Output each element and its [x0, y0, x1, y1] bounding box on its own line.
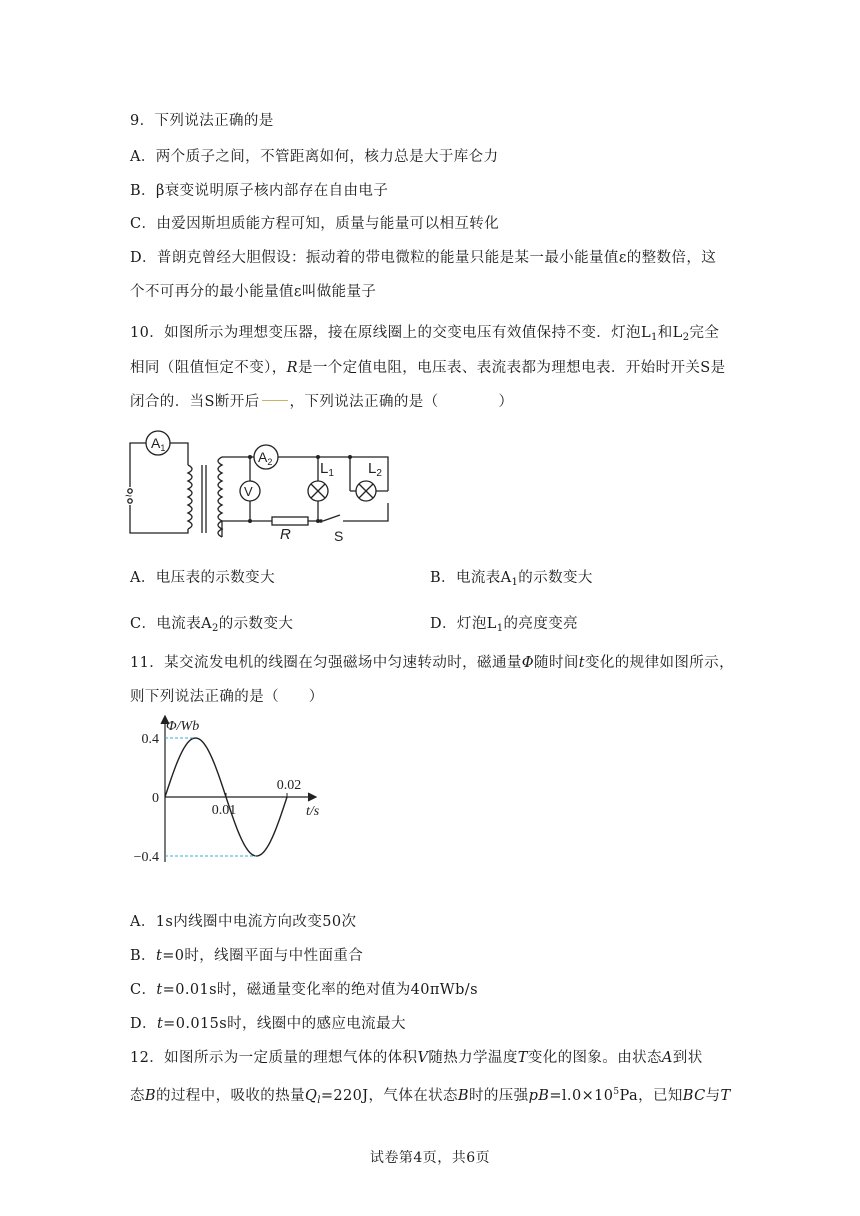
- q11-option-a: A．1s内线圈中电流方向改变50次: [130, 914, 357, 930]
- x-axis-label: t/s: [306, 804, 320, 819]
- switch-s-label: S: [334, 528, 344, 544]
- q9-option-d: D．普朗克曾经大胆假设：振动着的带电微粒的能量只能是某一最小能量值ε的整数倍，这: [130, 250, 717, 266]
- voltmeter-label: V: [244, 484, 253, 499]
- q9-stem: 9．下列说法正确的是: [130, 113, 274, 129]
- q11-stem-line1: 11．某交流发电机的线圈在匀强磁场中匀速转动时，磁通量Φ随时间t变化的规律如图所示，: [130, 655, 734, 671]
- y-tick-label-max: 0.4: [141, 732, 159, 747]
- y-tick-label-min: −0.4: [133, 850, 159, 865]
- q11-option-c: C．t=0.01s时，磁通量变化率的绝对值为40πWb/s: [130, 982, 478, 998]
- q12-stem-line2: 态B的过程中，吸收的热量$Q_l=220J$，气体在状态B时的压强$pB=l.0\times 10^5Pa$，已知BC与T: [130, 1087, 731, 1106]
- q11-option-b: B．t=0时，线圈平面与中性面重合: [130, 948, 364, 964]
- q10-option-c: C．电流表$A_2$的示数变大: [130, 616, 294, 634]
- y-axis-label: Φ/Wb: [166, 719, 200, 734]
- page-footer: 试卷第4页，共6页: [369, 1150, 491, 1166]
- q10-option-d: D．灯泡$L_1$的亮度变亮: [430, 616, 579, 634]
- q9-option-c: C．由爱因斯坦质能方程可知，质量与能量可以相互转化: [130, 216, 500, 232]
- q10-stem-line1: 10．如图所示为理想变压器，接在原线圈上的交变电压有效值保持不变．灯泡$L_1$和$L_2$完全: [130, 325, 720, 343]
- ammeter-a1-label: $A_1$: [151, 435, 166, 453]
- transformer-circuit-diagram: [118, 425, 398, 545]
- y-tick-label-zero: 0: [152, 791, 159, 806]
- ammeter-a2-label: $A_2$: [258, 449, 273, 467]
- resistor-r-label: R: [280, 526, 291, 543]
- q9-option-b: B．β衰变说明原子核内部存在自由电子: [130, 183, 389, 199]
- lamp-l2-label: $L_2$: [368, 460, 382, 479]
- q12-stem-line1: 12．如图所示为一定质量的理想气体的体积V随热力学温度T变化的图象。由状态A到状: [130, 1050, 703, 1066]
- lamp-l1-label: $L_1$: [320, 460, 334, 479]
- q9-option-a: A．两个质子之间，不管距离如何，核力总是大于库仑力: [130, 149, 499, 165]
- q11-option-d: D．t=0.015s时，线圈中的感应电流最大: [130, 1016, 406, 1032]
- x-tick-label-0.01: 0.01: [211, 803, 237, 818]
- q11-stem-line2: 则下列说法正确的是（ ）: [130, 689, 324, 705]
- x-tick-label-0.02: 0.02: [276, 778, 302, 793]
- q10-option-b: B．电流表$A_1$的示数变大: [430, 570, 593, 588]
- ac-source-symbol: ~: [125, 489, 133, 503]
- flux-time-chart: [128, 712, 338, 872]
- q10-stem-line2: 相同（阻值恒定不变），R是一个定值电阻，电压表、表流表都为理想电表．开始时开关S是: [130, 360, 726, 376]
- q10-option-a: A．电压表的示数变大: [130, 570, 275, 586]
- q10-stem-line3: 闭合的．当S断开后 ，下列说法正确的是（ ）: [130, 394, 514, 410]
- q9-option-d-cont: 个不可再分的最小能量值ε叫做能量子: [130, 284, 377, 300]
